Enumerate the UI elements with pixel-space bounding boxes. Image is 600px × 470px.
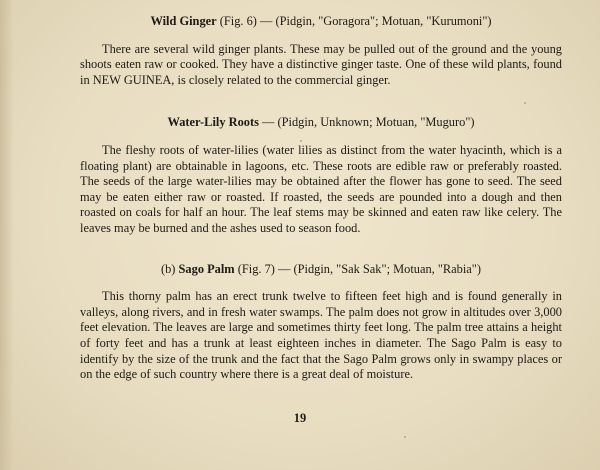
section-sago-palm [80,262,562,383]
page-number: 19 [293,411,307,425]
plant-name: Wild Ginger [150,14,217,28]
section-body: The fleshy roots of water-lilies (water lilies as distinct from the water hyacinth, which is a floating plant) are obtainable in lagoons, etc. These roots are edible raw or preferably roasted. The seeds of the large water-lilies may be obtained after the flower has gone to seed. The seed may be eaten either raw or roasted. If roasted, the seeds are pounded into a dough and then roasted on coals for half an hour. The leaf stems may be skinned and eaten raw like celery. The leaves may be burned and the ashes used to season food. [80,142,562,235]
section-heading [80,262,562,278]
plant-local-names: (Fig. 7) — (Pidgin, "Sak Sak"; Motuan, "Rabia") [234,261,481,276]
section-heading [80,14,562,30]
section-letter: (b) [160,261,179,276]
plant-name: Water-Lily Roots [167,115,259,130]
section-body: There are several wild ginger plants. These may be pulled out of the ground and the young shoots eaten raw or cooked. They have a distinctive ginger taste. One of these wild plants, found in NEW GUINEA, is closely related to the commercial ginger. [80,41,562,87]
paper-speck [300,140,302,142]
section-water-lily-roots [80,115,562,236]
plant-name: Sago Palm [178,261,235,276]
plant-local-names: — (Pidgin, Unknown; Motuan, "Muguro") [258,115,475,130]
page-content [80,14,562,383]
section-body: This thorny palm has an erect trunk twelve to fifteen feet high and is found generally in valleys, along rivers, and in fresh water swamps. The palm does not grow in altitudes over 3,000 feet elevation. The leaves are large and sometimes thirty feet long. The palm tree attains a height of forty feet and has a trunk at least eighteen inches in diameter. The Sago Palm is easy to identify by the size of the trunk and the fact that the Sago Palm grows only in swampy places or on the edge of such country where there is a great deal of moisture. [80,289,562,382]
section-heading [80,115,562,131]
paper-speck [524,102,526,104]
section-wild-ginger [80,14,562,88]
plant-local-names: (Fig. 6) — (Pidgin, "Goragora"; Motuan, "Kurumoni") [216,14,492,28]
paper-speck [404,436,406,438]
